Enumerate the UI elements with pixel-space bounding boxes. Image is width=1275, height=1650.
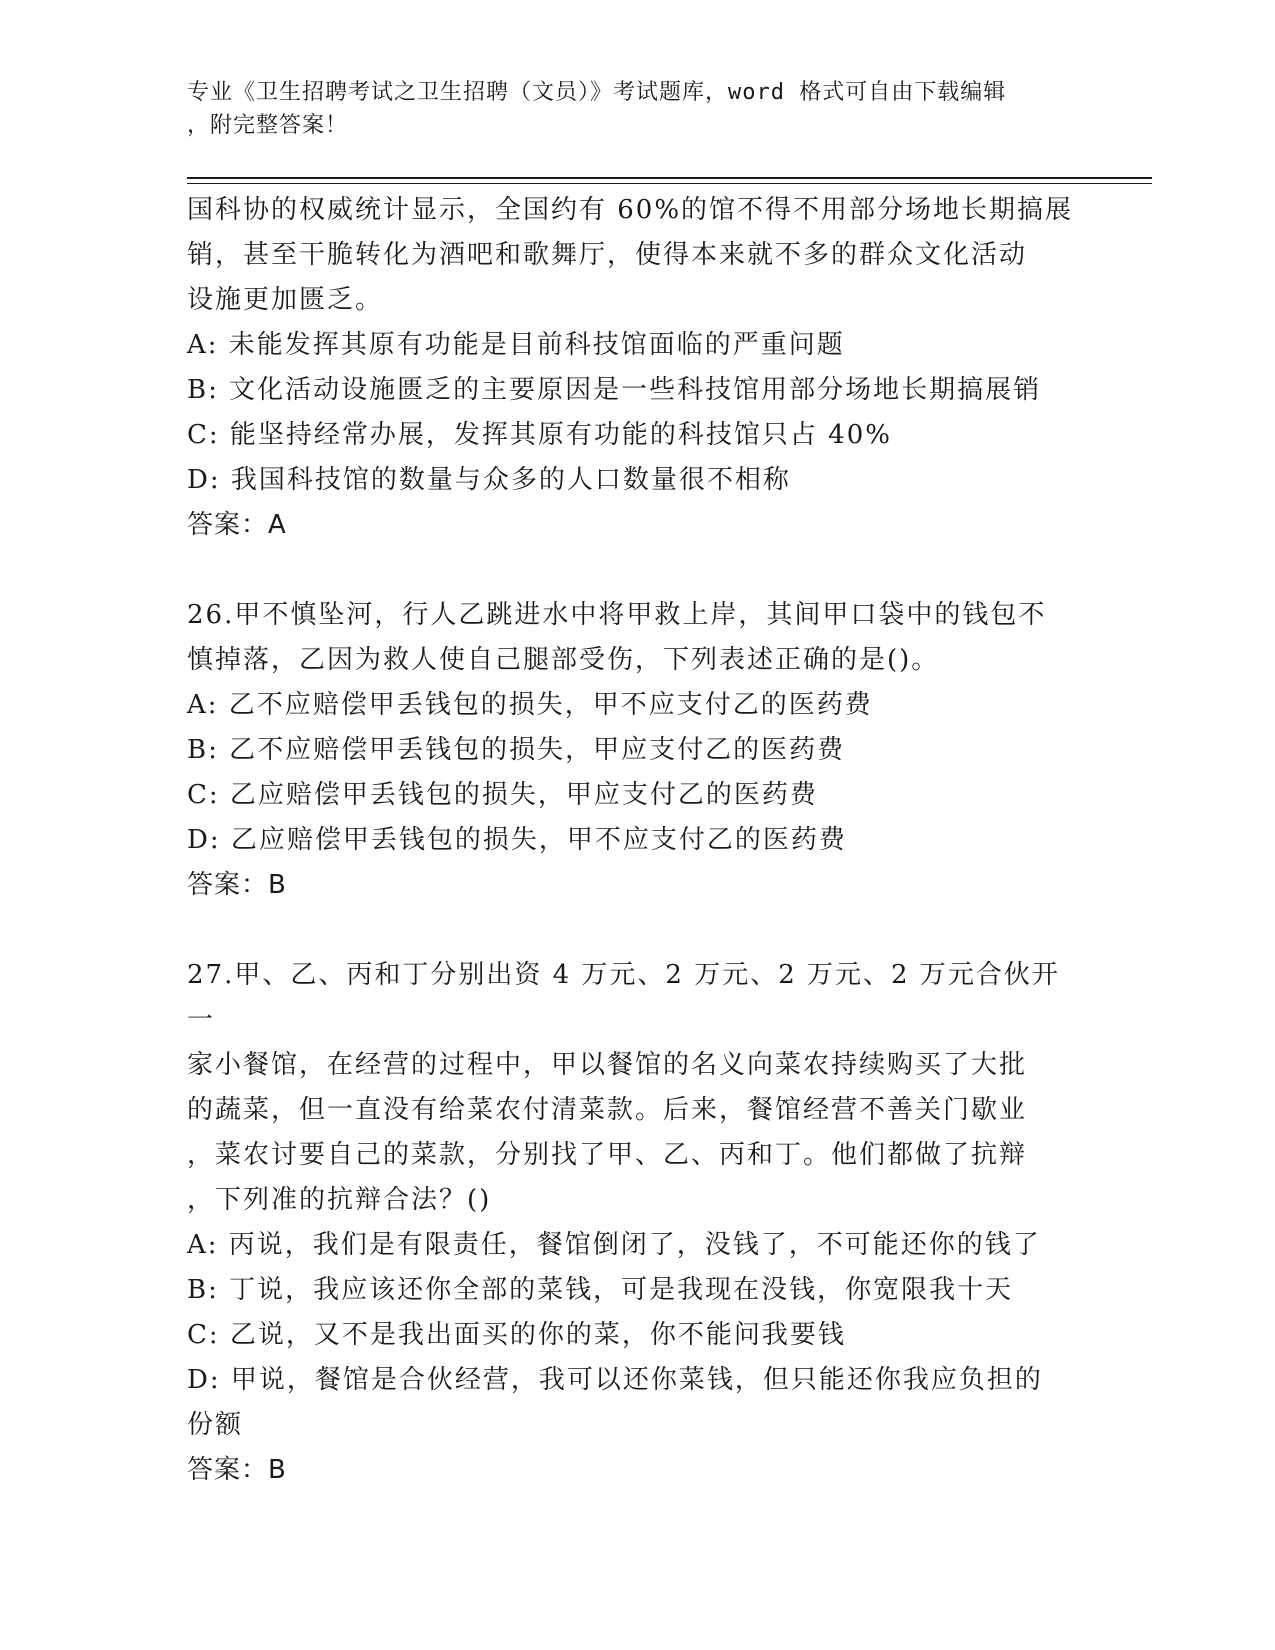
- header-divider-thick: [187, 177, 1152, 179]
- question-text-line: 国科协的权威统计显示，全国约有 60%的馆不得不用部分场地长期搞展: [187, 195, 1074, 225]
- question-text-line: 26.甲不慎坠河，行人乙跳进水中将甲救上岸，其间甲口袋中的钱包不: [187, 600, 1047, 630]
- option-b: B: 文化活动设施匮乏的主要原因是一些科技馆用部分场地长期搞展销: [187, 375, 1042, 405]
- option-a: A: 未能发挥其原有功能是目前科技馆面临的严重问题: [187, 330, 845, 360]
- question-text-line: 慎掉落，乙因为救人使自己腿部受伤，下列表述正确的是()。: [187, 645, 940, 675]
- document-header: [187, 76, 1087, 142]
- option-c: C: 乙应赔偿甲丢钱包的损失，甲应支付乙的医药费: [187, 780, 818, 810]
- answer-label: 答案：B: [187, 1455, 287, 1485]
- header-line-1: 专业《卫生招聘考试之卫生招聘（文员）》考试题库，word 格式可自由下载编辑: [187, 80, 1007, 105]
- option-c: C: 能坚持经常办展，发挥其原有功能的科技馆只占 40%: [187, 420, 892, 450]
- question-text-line: 家小餐馆，在经营的过程中，甲以餐馆的名义向菜农持续购买了大批: [187, 1050, 1028, 1080]
- option-b: B: 乙不应赔偿甲丢钱包的损失，甲应支付乙的医药费: [187, 735, 846, 765]
- question-text-line: ，下列准的抗辩合法？(): [187, 1185, 492, 1215]
- option-b: B: 丁说，我应该还你全部的菜钱，可是我现在没钱，你宽限我十天: [187, 1275, 1014, 1305]
- header-divider-thin: [187, 183, 1152, 184]
- header-line-2: ，附完整答案！: [187, 113, 349, 138]
- question-text-line: ，菜农讨要自己的菜款，分别找了甲、乙、丙和丁。他们都做了抗辩: [187, 1140, 1028, 1170]
- question-26: [187, 593, 1087, 908]
- question-spacer: [187, 548, 1087, 593]
- question-25-tail: [187, 188, 1087, 548]
- question-27: [187, 953, 1087, 1493]
- answer-label: 答案：A: [187, 510, 287, 540]
- option-d-continued: 份额: [187, 1410, 244, 1440]
- option-d: D: 甲说，餐馆是合伙经营，我可以还你菜钱，但只能还你我应负担的: [187, 1365, 1043, 1395]
- question-text-line: 销，甚至干脆转化为酒吧和歌舞厅，使得本来就不多的群众文化活动: [187, 240, 1028, 270]
- question-text-line: 设施更加匮乏。: [187, 285, 384, 315]
- option-c: C: 乙说，又不是我出面买的你的菜，你不能问我要钱: [187, 1320, 846, 1350]
- option-a: A: 乙不应赔偿甲丢钱包的损失，甲不应支付乙的医药费: [187, 690, 873, 720]
- option-d: D: 乙应赔偿甲丢钱包的损失，甲不应支付乙的医药费: [187, 825, 847, 855]
- question-spacer: [187, 908, 1087, 953]
- option-a: A: 丙说，我们是有限责任，餐馆倒闭了，没钱了，不可能还你的钱了: [187, 1230, 1041, 1260]
- question-content: [187, 188, 1087, 1493]
- option-d: D: 我国科技馆的数量与众多的人口数量很不相称: [187, 465, 791, 495]
- question-text-line: 的蔬菜，但一直没有给菜农付清菜款。后来，餐馆经营不善关门歇业: [187, 1095, 1028, 1125]
- question-text-line: 27.甲、乙、丙和丁分别出资 4 万元、2 万元、2 万元、2 万元合伙开一: [187, 960, 1060, 1035]
- answer-label: 答案：B: [187, 870, 287, 900]
